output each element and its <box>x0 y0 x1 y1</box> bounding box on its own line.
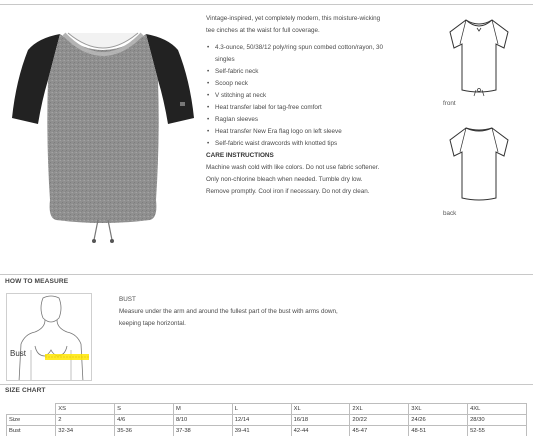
feature-item: • 4.3-ounce, 50/38/12 poly/ring spun combed cotton/rayon, 30 singles <box>206 42 386 66</box>
measure-instructions <box>119 294 339 330</box>
column-header: 2XL <box>350 404 409 415</box>
table-cell: 52-55 <box>468 426 527 436</box>
measure-figure <box>6 293 92 381</box>
feature-item: • Heat transfer New Era flag logo on left sleeve <box>206 126 386 138</box>
column-header: L <box>232 404 291 415</box>
care-text: Machine wash cold with like colors. Do not use fabric softener. Only non-chlorine bleach when needed. Tumble dry low. Remove promptly. Cool iron if necessary. Do not dry clean. <box>206 164 380 195</box>
feature-item: • V stitching at neck <box>206 90 386 102</box>
measure-text: Measure under the arm and around the fullest part of the bust with arms down, keeping tape horizontal. <box>119 308 338 327</box>
description-text: Vintage-inspired, yet completely modern, this moisture-wicking tee cinches at the waist for full coverage. <box>206 15 381 34</box>
table-cell: 32-34 <box>56 426 115 436</box>
column-header: 3XL <box>409 404 468 415</box>
column-header: XL <box>291 404 350 415</box>
row-label: Bust <box>7 426 56 436</box>
top-divider <box>0 4 533 5</box>
table-cell: 37-38 <box>173 426 232 436</box>
feature-item: • Self-fabric neck <box>206 66 386 78</box>
product-photo <box>8 20 198 246</box>
table-row <box>7 426 527 436</box>
table-cell: 2 <box>56 415 115 426</box>
product-description <box>206 13 386 198</box>
row-label: Size <box>7 415 56 426</box>
feature-item: • Raglan sleeves <box>206 114 386 126</box>
size-chart-header-row <box>7 404 527 415</box>
table-cell: 12/14 <box>232 415 291 426</box>
corner-cell <box>7 404 56 415</box>
column-header: 4XL <box>468 404 527 415</box>
table-cell: 8/10 <box>173 415 232 426</box>
table-cell: 45-47 <box>350 426 409 436</box>
table-cell: 4/6 <box>115 415 174 426</box>
column-header: XS <box>56 404 115 415</box>
column-header: S <box>115 404 174 415</box>
measure-title: BUST <box>119 296 136 303</box>
front-label: front <box>443 100 456 107</box>
table-cell: 20/22 <box>350 415 409 426</box>
bust-figure-label: Bust <box>10 349 27 358</box>
feature-item: • Scoop neck <box>206 78 386 90</box>
care-heading: CARE INSTRUCTIONS <box>206 152 274 159</box>
table-cell: 35-36 <box>115 426 174 436</box>
size-chart-divider <box>0 384 533 385</box>
shirt-body <box>47 34 158 223</box>
table-cell: 39-41 <box>232 426 291 436</box>
measure-divider <box>0 274 533 275</box>
table-cell: 16/18 <box>291 415 350 426</box>
feature-item: • Heat transfer label for tag-free comfort <box>206 102 386 114</box>
measure-heading: HOW TO MEASURE <box>5 278 69 285</box>
feature-item: • Self-fabric waist drawcords with knotted tips <box>206 138 386 150</box>
table-cell: 42-44 <box>291 426 350 436</box>
body-outline-illustration <box>7 294 92 381</box>
back-label: back <box>443 210 457 217</box>
size-chart-heading: SIZE CHART <box>5 387 46 394</box>
table-cell: 28/30 <box>468 415 527 426</box>
table-cell: 48-51 <box>409 426 468 436</box>
table-cell: 24/26 <box>409 415 468 426</box>
feature-list <box>206 42 386 150</box>
column-header: M <box>173 404 232 415</box>
size-chart-table <box>6 403 527 436</box>
table-row <box>7 415 527 426</box>
back-flat-sketch <box>446 122 512 206</box>
front-flat-sketch <box>446 14 512 98</box>
